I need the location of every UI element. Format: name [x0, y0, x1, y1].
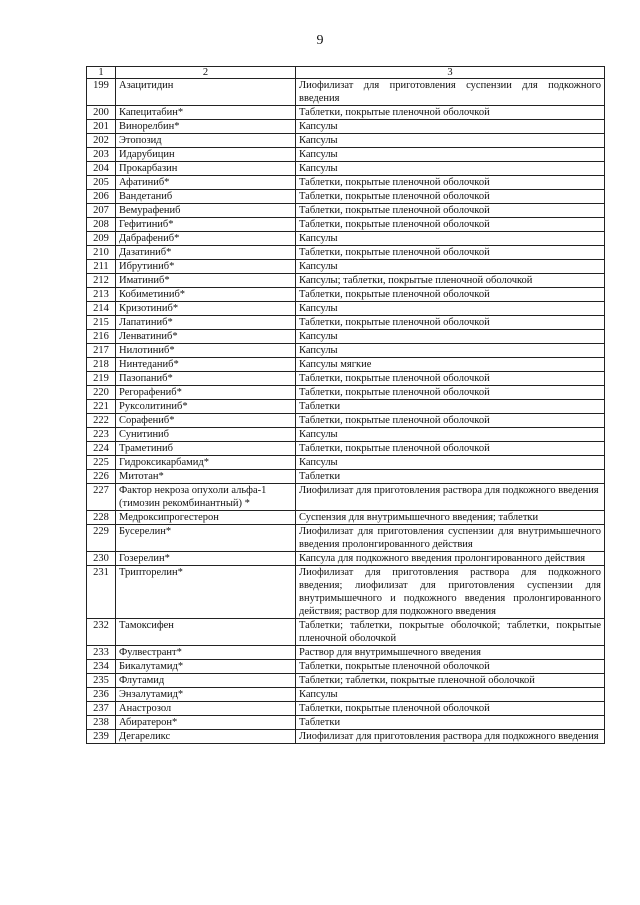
dosage-form: Капсулы; таблетки, покрытые пленочной оболочкой: [296, 274, 605, 288]
dosage-form: Таблетки, покрытые пленочной оболочкой: [296, 316, 605, 330]
row-number: 219: [87, 372, 116, 386]
drug-name: Тамоксифен: [116, 619, 296, 646]
dosage-form: Таблетки, покрытые пленочной оболочкой: [296, 442, 605, 456]
dosage-form: Капсулы: [296, 120, 605, 134]
row-number: 236: [87, 688, 116, 702]
dosage-form: Лиофилизат для приготовления суспензии для внутримышечного введения пролонгированного действия: [296, 525, 605, 552]
table-header-row: [87, 67, 605, 79]
table-row: [87, 204, 605, 218]
drug-name: Бикалутамид*: [116, 660, 296, 674]
table-row: [87, 428, 605, 442]
dosage-form: Капсулы: [296, 162, 605, 176]
dosage-form: Капсулы: [296, 148, 605, 162]
dosage-form: Капсулы: [296, 344, 605, 358]
row-number: 230: [87, 552, 116, 566]
table-row: [87, 246, 605, 260]
drug-name: Гефитиниб*: [116, 218, 296, 232]
drug-name: Вемурафениб: [116, 204, 296, 218]
table-row: [87, 372, 605, 386]
drug-name: Афатиниб*: [116, 176, 296, 190]
row-number: 220: [87, 386, 116, 400]
table-row: [87, 442, 605, 456]
table-row: [87, 330, 605, 344]
dosage-form: Таблетки: [296, 716, 605, 730]
table-row: [87, 106, 605, 120]
dosage-form: Капсулы: [296, 688, 605, 702]
table-row: [87, 702, 605, 716]
dosage-form: Капсулы: [296, 330, 605, 344]
table-row: [87, 148, 605, 162]
dosage-form: Лиофилизат для приготовления раствора для подкожного введения: [296, 730, 605, 744]
row-number: 229: [87, 525, 116, 552]
drug-name: Азацитидин: [116, 79, 296, 106]
drug-name: Иматиниб*: [116, 274, 296, 288]
row-number: 204: [87, 162, 116, 176]
table-row: [87, 190, 605, 204]
dosage-form: Лиофилизат для приготовления суспензии для подкожного введения: [296, 79, 605, 106]
dosage-form: Капсулы: [296, 134, 605, 148]
drug-name: Бусерелин*: [116, 525, 296, 552]
drug-name: Митотан*: [116, 470, 296, 484]
table-row: [87, 674, 605, 688]
row-number: 223: [87, 428, 116, 442]
dosage-form: Капсулы мягкие: [296, 358, 605, 372]
table-row: [87, 316, 605, 330]
drug-name: Трипторелин*: [116, 566, 296, 619]
column-header-form: 3: [296, 67, 605, 79]
dosage-form: Таблетки, покрытые пленочной оболочкой: [296, 246, 605, 260]
table-row: [87, 566, 605, 619]
row-number: 239: [87, 730, 116, 744]
table-row: [87, 484, 605, 511]
drug-name: Кризотиниб*: [116, 302, 296, 316]
row-number: 211: [87, 260, 116, 274]
row-number: 224: [87, 442, 116, 456]
row-number: 202: [87, 134, 116, 148]
dosage-form: Таблетки; таблетки, покрытые оболочкой; таблетки, покрытые пленочной оболочкой: [296, 619, 605, 646]
drug-name: Лапатиниб*: [116, 316, 296, 330]
drug-name: Абиратерон*: [116, 716, 296, 730]
row-number: 201: [87, 120, 116, 134]
row-number: 221: [87, 400, 116, 414]
table-row: [87, 288, 605, 302]
table-row: [87, 120, 605, 134]
drug-name: Медроксипрогестерон: [116, 511, 296, 525]
dosage-form: Таблетки, покрытые пленочной оболочкой: [296, 106, 605, 120]
row-number: 200: [87, 106, 116, 120]
dosage-form: Таблетки, покрытые пленочной оболочкой: [296, 288, 605, 302]
table-row: [87, 344, 605, 358]
dosage-form: Капсулы: [296, 456, 605, 470]
dosage-form: Таблетки: [296, 470, 605, 484]
table-row: [87, 688, 605, 702]
table-row: [87, 162, 605, 176]
row-number: 199: [87, 79, 116, 106]
row-number: 225: [87, 456, 116, 470]
row-number: 238: [87, 716, 116, 730]
drug-name: Сорафениб*: [116, 414, 296, 428]
dosage-form: Лиофилизат для приготовления раствора для подкожного введения: [296, 484, 605, 511]
drug-name: Дазатиниб*: [116, 246, 296, 260]
dosage-form: Таблетки, покрытые пленочной оболочкой: [296, 372, 605, 386]
row-number: 205: [87, 176, 116, 190]
row-number: 222: [87, 414, 116, 428]
drug-name: Кобиметиниб*: [116, 288, 296, 302]
table-row: [87, 176, 605, 190]
table-row: [87, 386, 605, 400]
drug-name: Сунитиниб: [116, 428, 296, 442]
drug-table-body: [87, 67, 605, 744]
dosage-form: Суспензия для внутримышечного введения; таблетки: [296, 511, 605, 525]
drug-name: Гозерелин*: [116, 552, 296, 566]
row-number: 227: [87, 484, 116, 511]
drug-name: Флутамид: [116, 674, 296, 688]
row-number: 226: [87, 470, 116, 484]
table-row: [87, 274, 605, 288]
row-number: 207: [87, 204, 116, 218]
column-header-number: 1: [87, 67, 116, 79]
row-number: 218: [87, 358, 116, 372]
row-number: 214: [87, 302, 116, 316]
dosage-form: Капсулы: [296, 260, 605, 274]
row-number: 203: [87, 148, 116, 162]
row-number: 228: [87, 511, 116, 525]
table-row: [87, 302, 605, 316]
row-number: 208: [87, 218, 116, 232]
table-row: [87, 358, 605, 372]
drug-name: Гидроксикарбамид*: [116, 456, 296, 470]
table-row: [87, 456, 605, 470]
row-number: 213: [87, 288, 116, 302]
drug-name: Винорелбин*: [116, 120, 296, 134]
row-number: 216: [87, 330, 116, 344]
row-number: 209: [87, 232, 116, 246]
dosage-form: Таблетки, покрытые пленочной оболочкой: [296, 190, 605, 204]
dosage-form: Таблетки, покрытые пленочной оболочкой: [296, 176, 605, 190]
drug-table: [86, 66, 605, 744]
row-number: 210: [87, 246, 116, 260]
row-number: 212: [87, 274, 116, 288]
table-row: [87, 552, 605, 566]
drug-name: Фактор некроза опухоли альфа-1 (тимозин рекомбинантный) *: [116, 484, 296, 511]
table-row: [87, 619, 605, 646]
drug-name: Пазопаниб*: [116, 372, 296, 386]
column-header-name: 2: [116, 67, 296, 79]
drug-name: Дабрафениб*: [116, 232, 296, 246]
table-row: [87, 470, 605, 484]
row-number: 231: [87, 566, 116, 619]
drug-name: Нилотиниб*: [116, 344, 296, 358]
dosage-form: Раствор для внутримышечного введения: [296, 646, 605, 660]
row-number: 237: [87, 702, 116, 716]
drug-name: Траметиниб: [116, 442, 296, 456]
table-row: [87, 260, 605, 274]
drug-name: Фулвестрант*: [116, 646, 296, 660]
dosage-form: Капсула для подкожного введения пролонгированного действия: [296, 552, 605, 566]
drug-name: Вандетаниб: [116, 190, 296, 204]
row-number: 234: [87, 660, 116, 674]
drug-name: Регорафениб*: [116, 386, 296, 400]
drug-name: Энзалутамид*: [116, 688, 296, 702]
drug-name: Идарубицин: [116, 148, 296, 162]
table-row: [87, 232, 605, 246]
table-row: [87, 730, 605, 744]
row-number: 232: [87, 619, 116, 646]
table-row: [87, 218, 605, 232]
dosage-form: Таблетки; таблетки, покрытые пленочной оболочкой: [296, 674, 605, 688]
dosage-form: Таблетки, покрытые пленочной оболочкой: [296, 660, 605, 674]
dosage-form: Капсулы: [296, 232, 605, 246]
row-number: 217: [87, 344, 116, 358]
table-row: [87, 525, 605, 552]
drug-name: Анастрозол: [116, 702, 296, 716]
drug-name: Ленватиниб*: [116, 330, 296, 344]
table-row: [87, 660, 605, 674]
dosage-form: Лиофилизат для приготовления раствора для подкожного введения; лиофилизат для приготовления суспензии для внутримышечного и подкожного введения пролонгированного действия; раствор для подкожного введения: [296, 566, 605, 619]
dosage-form: Капсулы: [296, 302, 605, 316]
table-row: [87, 646, 605, 660]
dosage-form: Таблетки, покрытые пленочной оболочкой: [296, 386, 605, 400]
row-number: 215: [87, 316, 116, 330]
drug-name: Нинтеданиб*: [116, 358, 296, 372]
row-number: 233: [87, 646, 116, 660]
drug-name: Ибрутиниб*: [116, 260, 296, 274]
page-number: 9: [316, 33, 324, 48]
table-row: [87, 79, 605, 106]
dosage-form: Таблетки: [296, 400, 605, 414]
table-row: [87, 511, 605, 525]
table-row: [87, 134, 605, 148]
row-number: 206: [87, 190, 116, 204]
dosage-form: Таблетки, покрытые пленочной оболочкой: [296, 414, 605, 428]
table-row: [87, 400, 605, 414]
drug-name: Этопозид: [116, 134, 296, 148]
dosage-form: Таблетки, покрытые пленочной оболочкой: [296, 204, 605, 218]
dosage-form: Таблетки, покрытые пленочной оболочкой: [296, 218, 605, 232]
row-number: 235: [87, 674, 116, 688]
drug-name: Руксолитиниб*: [116, 400, 296, 414]
drug-name: Прокарбазин: [116, 162, 296, 176]
drug-name: Дегареликс: [116, 730, 296, 744]
drug-name: Капецитабин*: [116, 106, 296, 120]
table-row: [87, 716, 605, 730]
table-row: [87, 414, 605, 428]
dosage-form: Капсулы: [296, 428, 605, 442]
dosage-form: Таблетки, покрытые пленочной оболочкой: [296, 702, 605, 716]
